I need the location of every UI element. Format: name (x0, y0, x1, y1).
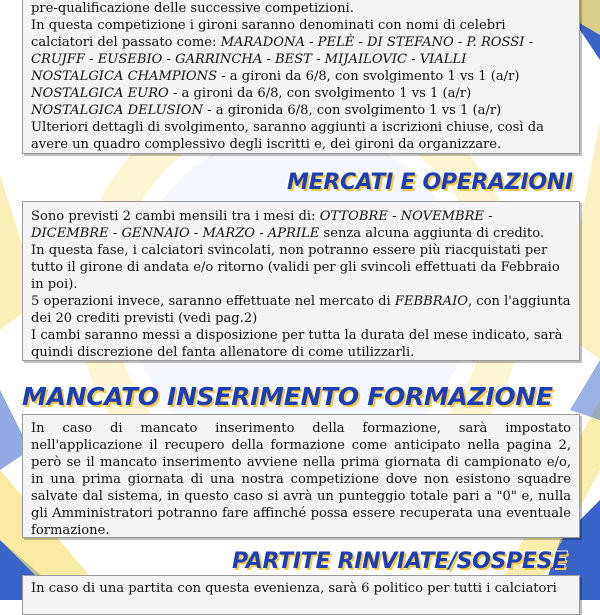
paragraph: 5 operazioni invece, saranno effettuate nel mercato di FEBBRAIO, con l'aggiunta dei 20 crediti previsti (vedi pag.2) (31, 294, 571, 326)
competition-line: NOSTALGICA DELUSION - a gironida 6/8, con svolgimento 1 vs 1 (a/r) (31, 103, 502, 118)
section-title-mercati: MERCATI E OPERAZIONI (287, 170, 573, 195)
paragraph: In questa competizione i gironi saranno denominati con nomi di celebri calciatori del passato come: MARADONA - PELÈ - DI STEFANO - P. ROSSI - CRUJFF - EUSEBIO - GARRINCHA - BEST - MIJAILOVIC - VIALLI (31, 18, 534, 67)
section-title-partite-rinviate: PARTITE RINVIATE/SOSPESE (232, 549, 567, 574)
competitions-info-box (22, 0, 580, 154)
paragraph: In questa fase, i calciatori svincolati, non potranno essere più riacquistati per tutto il girone di andata e/o ritorno (validi per gli svincoli effettuati da Febbraio in poi). (31, 243, 560, 292)
paragraph: I cambi saranno messi a disposizione per tutta la durata del mese indicato, sarà quindi discrezione del fanta allenatore di come utilizzarli. (31, 328, 563, 360)
paragraph: Ulteriori dettagli di svolgimento, saranno aggiunti a iscrizioni chiuse, così da avere un quadro complessivo degli iscritti e, dei gironi da organizzare. (31, 120, 544, 152)
competition-line: NOSTALGICA CHAMPIONS - a gironi da 6/8, con svolgimento 1 vs 1 (a/r) (31, 69, 520, 84)
mercati-box (22, 201, 580, 361)
competition-line: NOSTALGICA EURO - a gironi da 6/8, con svolgimento 1 vs 1 (a/r) (31, 86, 472, 101)
partite-rinviate-box (22, 575, 580, 615)
paragraph: Sono previsti 2 cambi mensili tra i mesi di: OTTOBRE - NOVEMBRE - DICEMBRE - GENNAIO - MARZO - APRILE senza alcuna aggiunta di credito. (31, 209, 545, 241)
mancato-inserimento-box (22, 414, 580, 538)
paragraph: pre-qualificazione delle successive competizioni. (31, 1, 354, 16)
section-title-mancato-inserimento: MANCATO INSERIMENTO FORMAZIONE (22, 382, 553, 411)
paragraph: In caso di mancato inserimento della formazione, sarà impostato nell'applicazione il recupero della formazione come anticipato nella pagina 2, però se il mancato inserimento avviene nella prima giornata di campionato e/o, in una prima giornata di una nostra competizione dove non esistono squadre salvate dal sistema, in questo caso si avrà un punteggio totale pari a "0" e, nulla gli Amministratori potranno fare affinché possa essere recuperata una eventuale formazione. (31, 421, 571, 538)
paragraph: In caso di una partita con questa evenienza, sarà 6 politico per tutti i calciatori (31, 581, 557, 596)
